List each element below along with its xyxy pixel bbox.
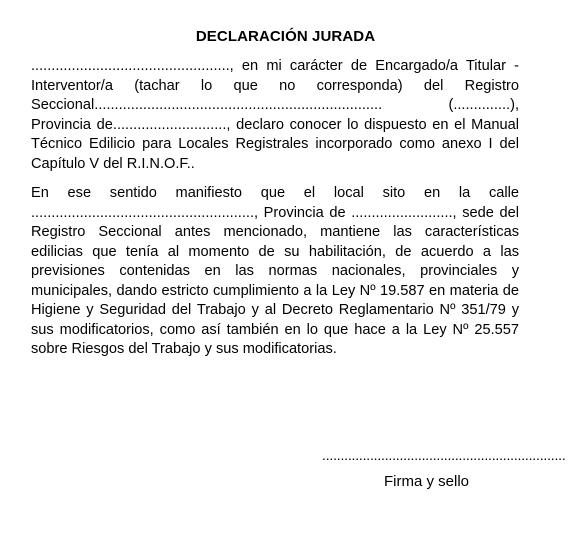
signature-line: .................................................................. bbox=[322, 447, 566, 463]
document-title: DECLARACIÓN JURADA bbox=[195, 28, 376, 45]
declaration-paragraph: ................................................., en mi carácter de Encargado/a Titular - Interventor/a (tachar lo que no corresponda) del Registro Seccional....................................................................... (..............), Provincia de............................, declaro conocer lo dispuesto en el Manual Técnico Edilicio para Locales Registrales incorporado como anexo I del Capítulo V del R.I.N.O.F.. bbox=[31, 58, 519, 172]
signature-label: Firma y sello bbox=[384, 473, 470, 490]
statement-paragraph: En ese sentido manifiesto que el local sito en la calle ......................................................., Provincia de ........................., sede del Registro Seccional antes mencionado, mantiene las características edilicias que tenía al momento de su habilitación, de acuerdo a las previsiones contenidas en las normas nacionales, provinciales y municipales, dando estricto cumplimiento a la Ley Nº 19.587 en materia de Higiene y Seguridad del Trabajo y al Decreto Reglamentario Nº 351/79 y sus modificatorios, como así también en lo que hace a la Ley Nº 25.557 sobre Riesgos del Trabajo y sus modificatorias. bbox=[31, 185, 519, 357]
